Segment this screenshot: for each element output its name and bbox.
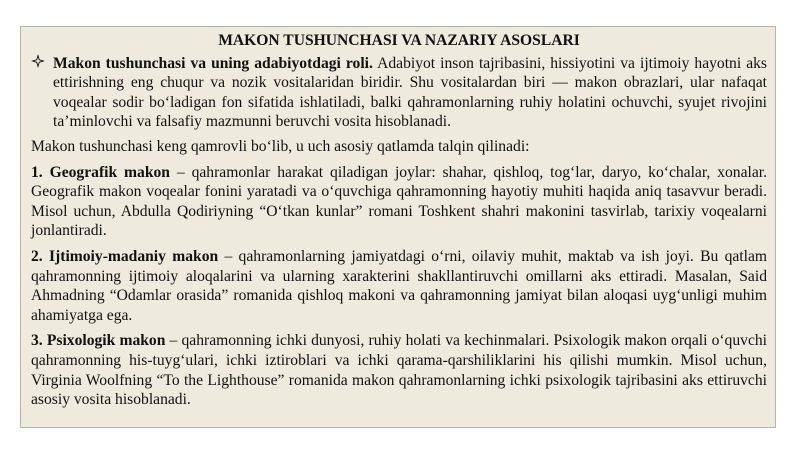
section-text: – qahramonlarning jamiyatdagi oʻrni, oilaviy muhit, maktab va ish joyi. Bu qatlam qahramonning ijtimoiy aloqalarini va ularning xarakterini shakllantiruvchi omillarni aks ettiradi. Masalan, Said Ahmadning “Odamlar orasida” romanida qishloq makoni va qahramonning jamiyat bilan aloqasi uygʻunligi muhim ahamiyatga ega. (31, 247, 768, 324)
intro-text: Adabiyot inson tajribasini, hissiyotini va ijtimoiy hayotni aks ettirishning eng chuqur va nozik vositalaridan biridir. Shu vositalardan biri — makon obrazlari, ular nafaqat voqealar sodir boʻladigan fon sifatida ishlatiladi, balki qahramonlarning ruhiy holatini ochuvchi, syujet rivojini taʼminlovchi va falsafiy mazmunni beruvchi vosita hisoblanadi. (53, 54, 767, 131)
section-heading: 1. Geografik makon (31, 163, 170, 181)
section-heading: 3. Psixologik makon (31, 332, 166, 350)
intro-heading: Makon tushunchasi va uning adabiyotdagi roli. (53, 54, 373, 72)
intro-paragraph (31, 54, 767, 132)
section-psixologik (31, 331, 767, 409)
content-panel (20, 26, 776, 428)
section-heading: 2. Ijtimoiy-madaniy makon (31, 247, 219, 265)
diamond-bullet-icon (31, 54, 49, 74)
section-text: – qahramonlar harakat qiladigan joylar: shahar, qishloq, togʻlar, daryo, koʻchalar, xonalar. Geografik makon voqealar fonini yaratadi va oʻquvchiga qahramonning hayotiy muhiti haqida aniq tasavvur beradi. Misol uchun, Abdulla Qodiriyning “Oʻtkan kunlar” romani Toshkent shahri makonini tasvirlab, tarixiy voqealarni jonlantiradi. (31, 163, 768, 240)
slide-title: MAKON TUSHUNCHASI VA NAZARIY ASOSLARI (218, 32, 580, 49)
section-ijtimoiy (31, 247, 767, 325)
lead-paragraph: Makon tushunchasi keng qamrovli boʻlib, u uch asosiy qatlamda talqin qilinadi: (31, 137, 530, 155)
section-text: – qahramonning ichki dunyosi, ruhiy holati va kechinmalari. Psixologik makon orqali oʻquvchi qahramonning his-tuygʻulari, ichki iztiroblari va ichki qarama-qarshiliklarini his qilishi mumkin. Misol uchun, Virginia Woolfning “To the Lighthouse” romanida makon qahramonlarning ichki psixologik tajribasini aks ettiruvchi asosiy vosita hisoblanadi. (31, 332, 767, 409)
section-geografik (31, 163, 767, 241)
